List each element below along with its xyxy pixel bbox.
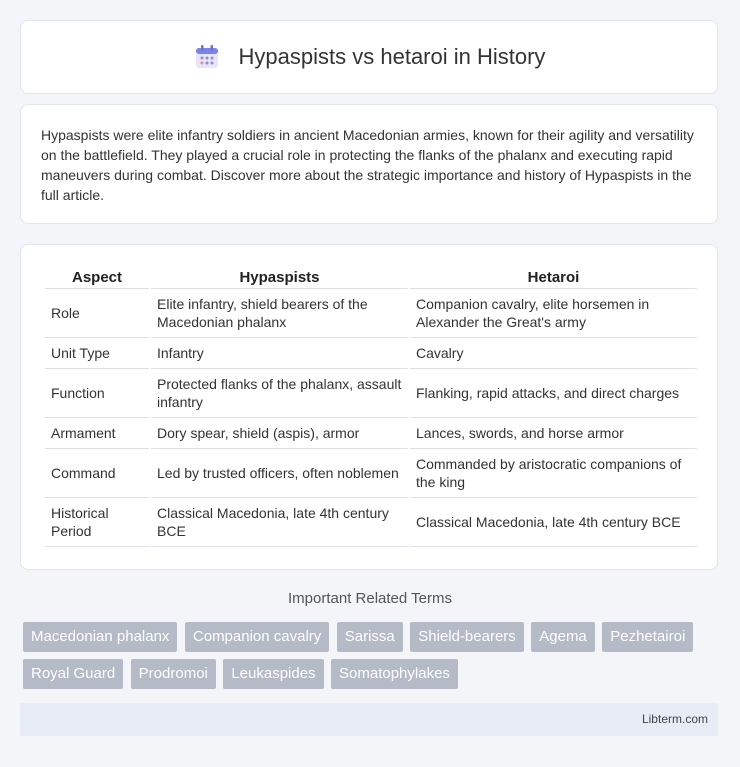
- table-cell: Historical Period: [45, 498, 149, 547]
- tag-leukaspides[interactable]: Leukaspides: [223, 659, 323, 689]
- table-cell: Led by trusted officers, often noblemen: [151, 449, 408, 498]
- tag-royal-guard[interactable]: Royal Guard: [23, 659, 123, 689]
- tag-pezhetairoi[interactable]: Pezhetairoi: [602, 622, 693, 652]
- table-cell: Unit Type: [45, 338, 149, 369]
- tag-shield-bearers[interactable]: Shield-bearers: [410, 622, 524, 652]
- tag-companion-cavalry[interactable]: Companion cavalry: [185, 622, 329, 652]
- table-cell: Dory spear, shield (aspis), armor: [151, 418, 408, 449]
- tag-macedonian-phalanx[interactable]: Macedonian phalanx: [23, 622, 177, 652]
- page-title: Hypaspists vs hetaroi in History: [238, 44, 546, 69]
- tag-somatophylakes[interactable]: Somatophylakes: [331, 659, 458, 689]
- column-header: Hetaroi: [410, 263, 697, 289]
- table-row: [45, 498, 697, 547]
- calendar-icon: [193, 43, 221, 71]
- table-cell: Command: [45, 449, 149, 498]
- comparison-card: [20, 244, 718, 570]
- column-header: Hypaspists: [151, 263, 408, 289]
- comparison-table: [43, 263, 699, 547]
- table-cell: Flanking, rapid attacks, and direct charges: [410, 369, 697, 418]
- related-terms-list: [23, 622, 723, 696]
- table-cell: Companion cavalry, elite horsemen in Alexander the Great's army: [410, 289, 697, 338]
- table-row: [45, 418, 697, 449]
- column-header: Aspect: [45, 263, 149, 289]
- tag-agema[interactable]: Agema: [531, 622, 595, 652]
- table-cell: Infantry: [151, 338, 408, 369]
- table-cell: Classical Macedonia, late 4th century BCE: [151, 498, 408, 547]
- table-row: [45, 449, 697, 498]
- table-header-row: [45, 263, 697, 289]
- table-row: [45, 338, 697, 369]
- tag-prodromoi[interactable]: Prodromoi: [131, 659, 216, 689]
- table-cell: Classical Macedonia, late 4th century BCE: [410, 498, 697, 547]
- intro-text: Hypaspists were elite infantry soldiers in ancient Macedonian armies, known for their agility and versatility on the battlefield. They played a crucial role in protecting the flanks of the phalanx and executing rapid maneuvers during combat. Discover more about the strategic importance and history of Hypaspists in the full article.: [41, 127, 694, 203]
- table-row: [45, 369, 697, 418]
- footer-link[interactable]: Libterm.com: [641, 712, 708, 726]
- footer: [20, 703, 718, 736]
- table-cell: Lances, swords, and horse armor: [410, 418, 697, 449]
- tag-sarissa[interactable]: Sarissa: [337, 622, 403, 652]
- table-cell: Protected flanks of the phalanx, assault infantry: [151, 369, 408, 418]
- intro-card: [20, 104, 718, 224]
- table-cell: Elite infantry, shield bearers of the Macedonian phalanx: [151, 289, 408, 338]
- table-cell: Function: [45, 369, 149, 418]
- table-cell: Role: [45, 289, 149, 338]
- related-terms-title: Important Related Terms: [288, 590, 452, 607]
- table-cell: Cavalry: [410, 338, 697, 369]
- table-cell: Commanded by aristocratic companions of the king: [410, 449, 697, 498]
- table-cell: Armament: [45, 418, 149, 449]
- table-row: [45, 289, 697, 338]
- title-card: [20, 20, 718, 94]
